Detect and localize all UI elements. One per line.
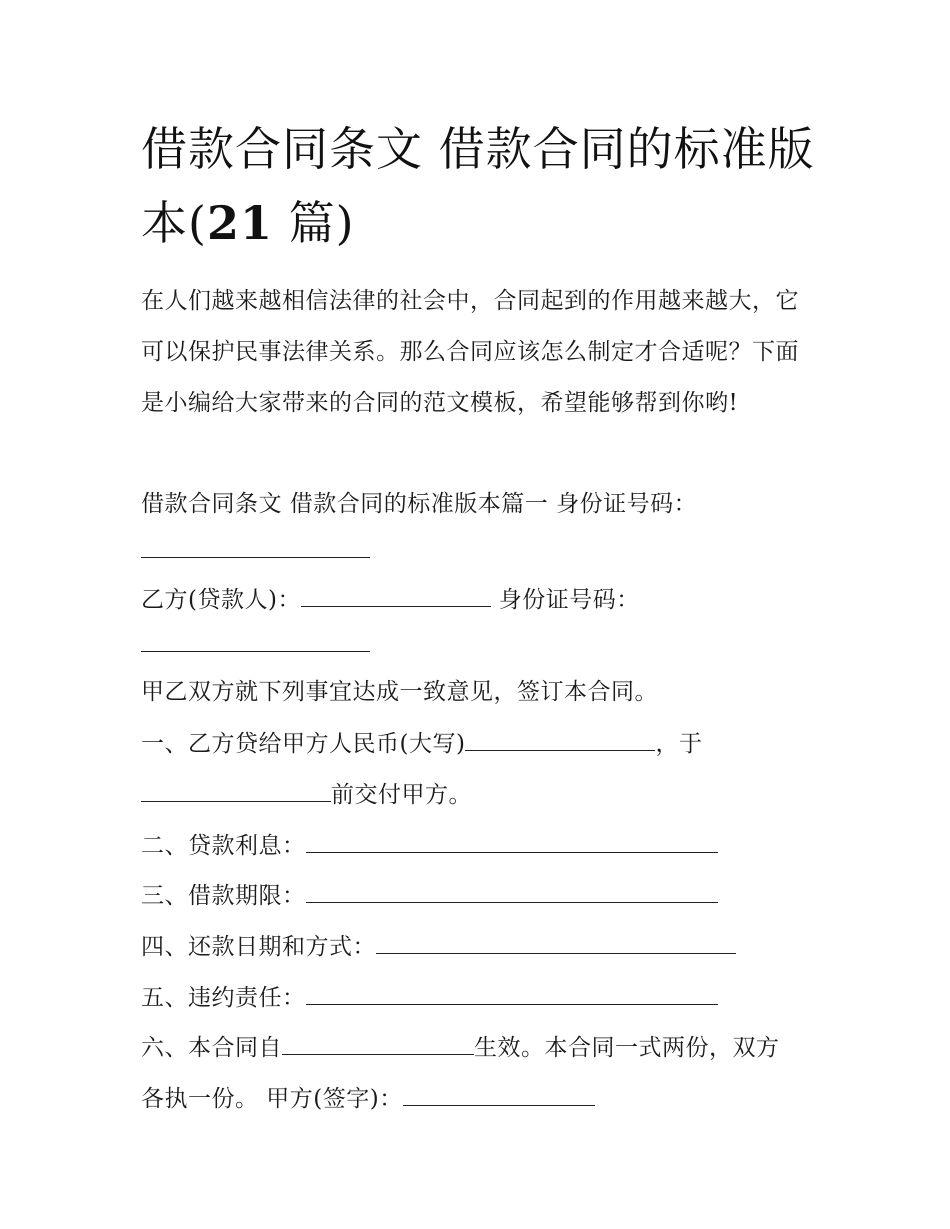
lender-line	[141, 584, 640, 615]
effective-date-blank[interactable]	[282, 1032, 474, 1055]
contract-heading-text: 借款合同条文 借款合同的标准版本篇一 身份证号码：	[141, 491, 698, 517]
clause-3-line	[141, 880, 718, 911]
contract-heading-line	[141, 489, 697, 519]
clause-6-suffix: 生效。本合同一式两份，双方	[474, 1035, 780, 1061]
clause-6-line	[141, 1032, 780, 1063]
document-title	[141, 112, 841, 260]
signature-line	[141, 1083, 595, 1114]
clause-3-label: 三、借款期限：	[141, 883, 306, 909]
term-blank[interactable]	[306, 880, 718, 903]
clause-4-label: 四、还款日期和方式：	[141, 934, 376, 960]
clause-5-line	[141, 982, 718, 1013]
signature-label: 各执一份。 甲方(签字)：	[141, 1086, 403, 1112]
title-number: 21	[206, 196, 273, 250]
id-number-blank-1[interactable]	[141, 557, 370, 558]
clause-2-line	[141, 830, 718, 861]
clause-4-line	[141, 931, 736, 962]
clause-1-cont-text: 前交付甲方。	[331, 782, 472, 808]
lender-id-label: 身份证号码：	[490, 587, 640, 613]
title-text-2: 篇)	[272, 196, 355, 250]
interest-blank[interactable]	[306, 830, 718, 853]
amount-blank[interactable]	[465, 728, 655, 751]
clause-1-cont-line	[141, 779, 472, 810]
clause-1-suffix: ，于	[655, 731, 703, 757]
liability-blank[interactable]	[306, 982, 718, 1005]
signature-blank[interactable]	[403, 1083, 595, 1106]
agreement-text: 甲乙双方就下列事宜达成一致意见，签订本合同。	[141, 679, 658, 705]
intro-paragraph: 在人们越来越相信法律的社会中，合同起到的作用越来越大，它可以保护民事法律关系。那么合同应该怎么制定才合适呢？下面是小编给大家带来的合同的范文模板，希望能够帮到你哟!	[141, 288, 799, 416]
clause-5-label: 五、违约责任：	[141, 985, 306, 1011]
clause-2-label: 二、贷款利息：	[141, 833, 306, 859]
lender-name-blank[interactable]	[301, 584, 491, 607]
clause-1-line	[141, 728, 702, 759]
agreement-line	[141, 677, 658, 707]
title-text-1: 借款合同条文 借款合同的标准版本(	[141, 122, 815, 250]
clause-1-text: 一、乙方贷给甲方人民币(大写)	[141, 731, 466, 757]
id-number-blank-2[interactable]	[141, 651, 370, 652]
clause-6-text: 六、本合同自	[141, 1035, 282, 1061]
repayment-blank[interactable]	[376, 931, 736, 954]
lender-label: 乙方(贷款人)：	[141, 587, 301, 613]
delivery-date-blank[interactable]	[141, 779, 331, 802]
